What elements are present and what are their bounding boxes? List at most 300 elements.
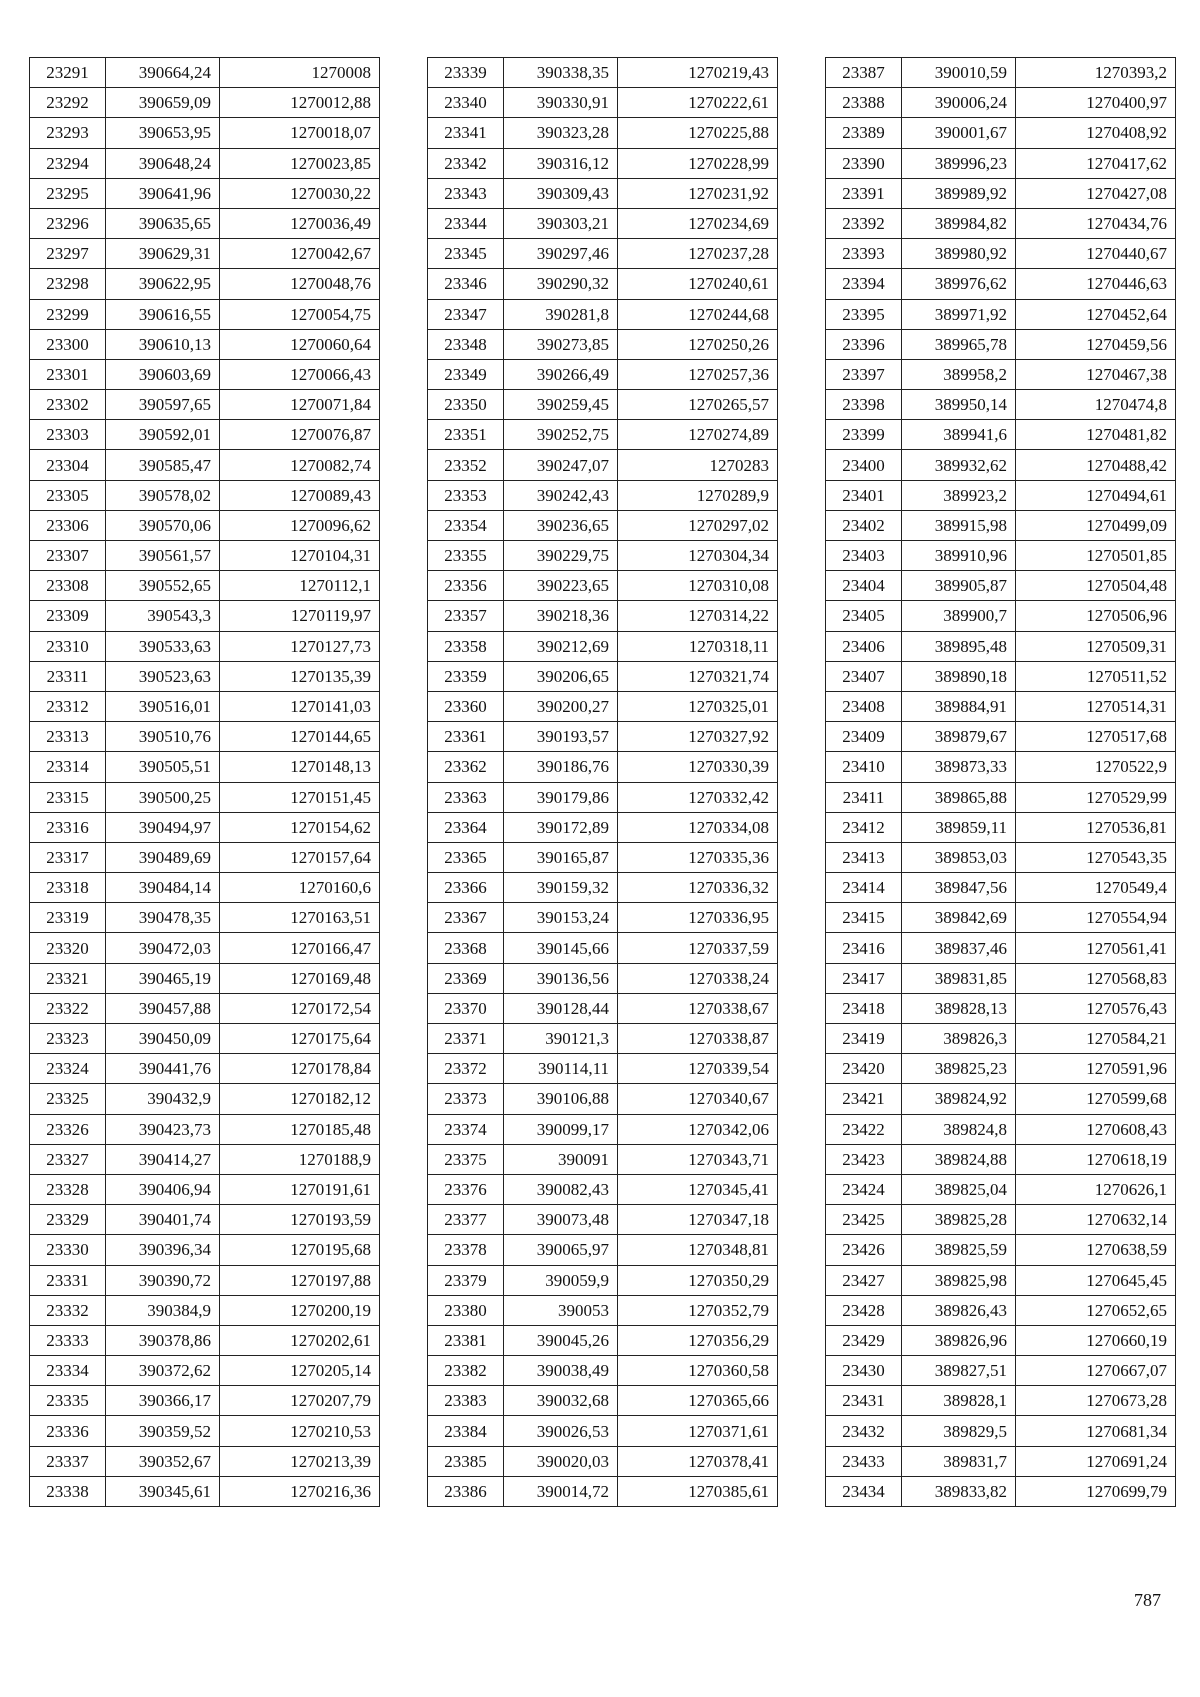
y-coordinate-cell: 1270667,07 bbox=[1016, 1356, 1176, 1386]
x-coordinate-cell: 390390,72 bbox=[106, 1265, 220, 1295]
y-coordinate-cell: 1270660,19 bbox=[1016, 1325, 1176, 1355]
table-row bbox=[30, 782, 380, 812]
point-id-cell: 23386 bbox=[428, 1476, 504, 1506]
table-row bbox=[826, 993, 1176, 1023]
x-coordinate-cell: 390218,36 bbox=[504, 601, 618, 631]
x-coordinate-cell: 390635,65 bbox=[106, 208, 220, 238]
x-coordinate-cell: 389824,92 bbox=[902, 1084, 1016, 1114]
y-coordinate-cell: 1270408,92 bbox=[1016, 118, 1176, 148]
table-row bbox=[30, 722, 380, 752]
x-coordinate-cell: 389825,59 bbox=[902, 1235, 1016, 1265]
point-id-cell: 23348 bbox=[428, 329, 504, 359]
y-coordinate-cell: 1270141,03 bbox=[220, 691, 380, 721]
x-coordinate-cell: 390338,35 bbox=[504, 58, 618, 88]
x-coordinate-cell: 390597,65 bbox=[106, 390, 220, 420]
x-coordinate-cell: 390441,76 bbox=[106, 1054, 220, 1084]
point-id-cell: 23292 bbox=[30, 88, 106, 118]
x-coordinate-cell: 389842,69 bbox=[902, 903, 1016, 933]
x-coordinate-cell: 390247,07 bbox=[504, 450, 618, 480]
point-id-cell: 23422 bbox=[826, 1114, 902, 1144]
point-id-cell: 23401 bbox=[826, 480, 902, 510]
y-coordinate-cell: 1270265,57 bbox=[618, 390, 778, 420]
point-id-cell: 23334 bbox=[30, 1356, 106, 1386]
table-row bbox=[30, 993, 380, 1023]
x-coordinate-cell: 390309,43 bbox=[504, 178, 618, 208]
x-coordinate-cell: 390352,67 bbox=[106, 1446, 220, 1476]
point-id-cell: 23411 bbox=[826, 782, 902, 812]
y-coordinate-cell: 1270584,21 bbox=[1016, 1024, 1176, 1054]
table-row bbox=[30, 1356, 380, 1386]
x-coordinate-cell: 389900,7 bbox=[902, 601, 1016, 631]
table-row bbox=[826, 208, 1176, 238]
y-coordinate-cell: 1270681,34 bbox=[1016, 1416, 1176, 1446]
point-id-cell: 23337 bbox=[30, 1446, 106, 1476]
point-id-cell: 23332 bbox=[30, 1295, 106, 1325]
table-row bbox=[30, 691, 380, 721]
table-row bbox=[826, 1084, 1176, 1114]
y-coordinate-cell: 1270082,74 bbox=[220, 450, 380, 480]
y-coordinate-cell: 1270244,68 bbox=[618, 299, 778, 329]
y-coordinate-cell: 1270207,79 bbox=[220, 1386, 380, 1416]
x-coordinate-cell: 389833,82 bbox=[902, 1476, 1016, 1506]
x-coordinate-cell: 390323,28 bbox=[504, 118, 618, 148]
y-coordinate-cell: 1270417,62 bbox=[1016, 148, 1176, 178]
y-coordinate-cell: 1270385,61 bbox=[618, 1476, 778, 1506]
y-coordinate-cell: 1270157,64 bbox=[220, 842, 380, 872]
y-coordinate-cell: 1270554,94 bbox=[1016, 903, 1176, 933]
y-coordinate-cell: 1270228,99 bbox=[618, 148, 778, 178]
point-id-cell: 23310 bbox=[30, 631, 106, 661]
x-coordinate-cell: 390236,65 bbox=[504, 510, 618, 540]
table-row bbox=[826, 933, 1176, 963]
y-coordinate-cell: 1270112,1 bbox=[220, 571, 380, 601]
point-id-cell: 23291 bbox=[30, 58, 106, 88]
table-row bbox=[826, 148, 1176, 178]
point-id-cell: 23387 bbox=[826, 58, 902, 88]
table-row bbox=[428, 118, 778, 148]
page-number: 787 bbox=[1134, 1590, 1161, 1610]
point-id-cell: 23323 bbox=[30, 1024, 106, 1054]
y-coordinate-cell: 1270378,41 bbox=[618, 1446, 778, 1476]
table-row bbox=[30, 601, 380, 631]
x-coordinate-cell: 390330,91 bbox=[504, 88, 618, 118]
y-coordinate-cell: 1270283 bbox=[618, 450, 778, 480]
table-row bbox=[826, 752, 1176, 782]
x-coordinate-cell: 390489,69 bbox=[106, 842, 220, 872]
x-coordinate-cell: 389824,8 bbox=[902, 1114, 1016, 1144]
table-row bbox=[826, 1386, 1176, 1416]
point-id-cell: 23365 bbox=[428, 842, 504, 872]
point-id-cell: 23322 bbox=[30, 993, 106, 1023]
x-coordinate-cell: 389853,03 bbox=[902, 842, 1016, 872]
y-coordinate-cell: 1270446,63 bbox=[1016, 269, 1176, 299]
y-coordinate-cell: 1270427,08 bbox=[1016, 178, 1176, 208]
point-id-cell: 23354 bbox=[428, 510, 504, 540]
point-id-cell: 23346 bbox=[428, 269, 504, 299]
point-id-cell: 23345 bbox=[428, 239, 504, 269]
y-coordinate-cell: 1270514,31 bbox=[1016, 691, 1176, 721]
y-coordinate-cell: 1270325,01 bbox=[618, 691, 778, 721]
y-coordinate-cell: 1270240,61 bbox=[618, 269, 778, 299]
point-id-cell: 23307 bbox=[30, 541, 106, 571]
x-coordinate-cell: 390114,11 bbox=[504, 1054, 618, 1084]
x-coordinate-cell: 390212,69 bbox=[504, 631, 618, 661]
x-coordinate-cell: 390423,73 bbox=[106, 1114, 220, 1144]
x-coordinate-cell: 389984,82 bbox=[902, 208, 1016, 238]
x-coordinate-cell: 390121,3 bbox=[504, 1024, 618, 1054]
table-row bbox=[826, 1325, 1176, 1355]
y-coordinate-cell: 1270440,67 bbox=[1016, 239, 1176, 269]
point-id-cell: 23299 bbox=[30, 299, 106, 329]
table-row bbox=[30, 752, 380, 782]
x-coordinate-cell: 389859,11 bbox=[902, 812, 1016, 842]
y-coordinate-cell: 1270135,39 bbox=[220, 661, 380, 691]
y-coordinate-cell: 1270336,95 bbox=[618, 903, 778, 933]
x-coordinate-cell: 390206,65 bbox=[504, 661, 618, 691]
table-row bbox=[428, 88, 778, 118]
point-id-cell: 23403 bbox=[826, 541, 902, 571]
table-row bbox=[30, 541, 380, 571]
x-coordinate-cell: 390484,14 bbox=[106, 873, 220, 903]
point-id-cell: 23395 bbox=[826, 299, 902, 329]
point-id-cell: 23407 bbox=[826, 661, 902, 691]
point-id-cell: 23364 bbox=[428, 812, 504, 842]
table-row bbox=[826, 631, 1176, 661]
x-coordinate-cell: 389895,48 bbox=[902, 631, 1016, 661]
point-id-cell: 23317 bbox=[30, 842, 106, 872]
y-coordinate-cell: 1270511,52 bbox=[1016, 661, 1176, 691]
x-coordinate-cell: 390266,49 bbox=[504, 359, 618, 389]
x-coordinate-cell: 389824,88 bbox=[902, 1144, 1016, 1174]
table-row bbox=[428, 782, 778, 812]
table-row bbox=[428, 933, 778, 963]
point-id-cell: 23296 bbox=[30, 208, 106, 238]
x-coordinate-cell: 390297,46 bbox=[504, 239, 618, 269]
x-coordinate-cell: 389825,04 bbox=[902, 1174, 1016, 1204]
x-coordinate-cell: 389825,23 bbox=[902, 1054, 1016, 1084]
y-coordinate-cell: 1270474,8 bbox=[1016, 390, 1176, 420]
point-id-cell: 23418 bbox=[826, 993, 902, 1023]
y-coordinate-cell: 1270561,41 bbox=[1016, 933, 1176, 963]
table-row bbox=[428, 420, 778, 450]
table-row bbox=[30, 299, 380, 329]
point-id-cell: 23409 bbox=[826, 722, 902, 752]
point-id-cell: 23358 bbox=[428, 631, 504, 661]
table-row bbox=[428, 541, 778, 571]
point-id-cell: 23363 bbox=[428, 782, 504, 812]
x-coordinate-cell: 390014,72 bbox=[504, 1476, 618, 1506]
y-coordinate-cell: 1270089,43 bbox=[220, 480, 380, 510]
y-coordinate-cell: 1270023,85 bbox=[220, 148, 380, 178]
point-id-cell: 23383 bbox=[428, 1386, 504, 1416]
point-id-cell: 23429 bbox=[826, 1325, 902, 1355]
x-coordinate-cell: 390316,12 bbox=[504, 148, 618, 178]
y-coordinate-cell: 1270340,67 bbox=[618, 1084, 778, 1114]
point-id-cell: 23295 bbox=[30, 178, 106, 208]
x-coordinate-cell: 390622,95 bbox=[106, 269, 220, 299]
y-coordinate-cell: 1270337,59 bbox=[618, 933, 778, 963]
x-coordinate-cell: 390396,34 bbox=[106, 1235, 220, 1265]
y-coordinate-cell: 1270185,48 bbox=[220, 1114, 380, 1144]
table-row bbox=[30, 1114, 380, 1144]
table-row bbox=[428, 601, 778, 631]
point-id-cell: 23309 bbox=[30, 601, 106, 631]
point-id-cell: 23394 bbox=[826, 269, 902, 299]
point-id-cell: 23324 bbox=[30, 1054, 106, 1084]
y-coordinate-cell: 1270509,31 bbox=[1016, 631, 1176, 661]
point-id-cell: 23382 bbox=[428, 1356, 504, 1386]
y-coordinate-cell: 1270237,28 bbox=[618, 239, 778, 269]
x-coordinate-cell: 390359,52 bbox=[106, 1416, 220, 1446]
y-coordinate-cell: 1270568,83 bbox=[1016, 963, 1176, 993]
table-row bbox=[30, 812, 380, 842]
y-coordinate-cell: 1270274,89 bbox=[618, 420, 778, 450]
x-coordinate-cell: 389958,2 bbox=[902, 359, 1016, 389]
y-coordinate-cell: 1270321,74 bbox=[618, 661, 778, 691]
table-row bbox=[826, 812, 1176, 842]
point-id-cell: 23367 bbox=[428, 903, 504, 933]
y-coordinate-cell: 1270599,68 bbox=[1016, 1084, 1176, 1114]
y-coordinate-cell: 1270210,53 bbox=[220, 1416, 380, 1446]
point-id-cell: 23347 bbox=[428, 299, 504, 329]
table-row bbox=[826, 58, 1176, 88]
table-row bbox=[30, 390, 380, 420]
point-id-cell: 23368 bbox=[428, 933, 504, 963]
y-coordinate-cell: 1270060,64 bbox=[220, 329, 380, 359]
y-coordinate-cell: 1270225,88 bbox=[618, 118, 778, 148]
y-coordinate-cell: 1270250,26 bbox=[618, 329, 778, 359]
point-id-cell: 23408 bbox=[826, 691, 902, 721]
x-coordinate-cell: 390414,27 bbox=[106, 1144, 220, 1174]
table-row bbox=[30, 842, 380, 872]
y-coordinate-cell: 1270371,61 bbox=[618, 1416, 778, 1446]
point-id-cell: 23428 bbox=[826, 1295, 902, 1325]
y-coordinate-cell: 1270042,67 bbox=[220, 239, 380, 269]
table-row bbox=[428, 510, 778, 540]
table-row bbox=[30, 148, 380, 178]
x-coordinate-cell: 390290,32 bbox=[504, 269, 618, 299]
point-id-cell: 23338 bbox=[30, 1476, 106, 1506]
point-id-cell: 23391 bbox=[826, 178, 902, 208]
point-id-cell: 23327 bbox=[30, 1144, 106, 1174]
table-row bbox=[30, 359, 380, 389]
x-coordinate-cell: 390186,76 bbox=[504, 752, 618, 782]
x-coordinate-cell: 390200,27 bbox=[504, 691, 618, 721]
y-coordinate-cell: 1270234,69 bbox=[618, 208, 778, 238]
y-coordinate-cell: 1270632,14 bbox=[1016, 1205, 1176, 1235]
y-coordinate-cell: 1270360,58 bbox=[618, 1356, 778, 1386]
x-coordinate-cell: 389923,2 bbox=[902, 480, 1016, 510]
x-coordinate-cell: 390401,74 bbox=[106, 1205, 220, 1235]
y-coordinate-cell: 1270517,68 bbox=[1016, 722, 1176, 752]
table-row bbox=[428, 208, 778, 238]
y-coordinate-cell: 1270166,47 bbox=[220, 933, 380, 963]
x-coordinate-cell: 390372,62 bbox=[106, 1356, 220, 1386]
point-id-cell: 23375 bbox=[428, 1144, 504, 1174]
y-coordinate-cell: 1270350,29 bbox=[618, 1265, 778, 1295]
x-coordinate-cell: 390561,57 bbox=[106, 541, 220, 571]
table-row bbox=[30, 480, 380, 510]
point-id-cell: 23393 bbox=[826, 239, 902, 269]
x-coordinate-cell: 390193,57 bbox=[504, 722, 618, 752]
x-coordinate-cell: 389847,56 bbox=[902, 873, 1016, 903]
table-row bbox=[428, 873, 778, 903]
point-id-cell: 23404 bbox=[826, 571, 902, 601]
point-id-cell: 23359 bbox=[428, 661, 504, 691]
x-coordinate-cell: 390001,67 bbox=[902, 118, 1016, 148]
point-id-cell: 23315 bbox=[30, 782, 106, 812]
y-coordinate-cell: 1270393,2 bbox=[1016, 58, 1176, 88]
x-coordinate-cell: 390038,49 bbox=[504, 1356, 618, 1386]
table-row bbox=[826, 420, 1176, 450]
table-row bbox=[428, 903, 778, 933]
coordinate-table-3 bbox=[825, 57, 1176, 1507]
x-coordinate-cell: 390510,76 bbox=[106, 722, 220, 752]
table-row bbox=[826, 1024, 1176, 1054]
point-id-cell: 23416 bbox=[826, 933, 902, 963]
table-row bbox=[30, 178, 380, 208]
x-coordinate-cell: 390153,24 bbox=[504, 903, 618, 933]
y-coordinate-cell: 1270494,61 bbox=[1016, 480, 1176, 510]
point-id-cell: 23362 bbox=[428, 752, 504, 782]
x-coordinate-cell: 389826,96 bbox=[902, 1325, 1016, 1355]
y-coordinate-cell: 1270504,48 bbox=[1016, 571, 1176, 601]
y-coordinate-cell: 1270576,43 bbox=[1016, 993, 1176, 1023]
y-coordinate-cell: 1270054,75 bbox=[220, 299, 380, 329]
x-coordinate-cell: 390281,8 bbox=[504, 299, 618, 329]
table-row bbox=[428, 359, 778, 389]
table-row bbox=[30, 571, 380, 601]
table-row bbox=[30, 208, 380, 238]
table-row bbox=[428, 963, 778, 993]
x-coordinate-cell: 389905,87 bbox=[902, 571, 1016, 601]
table-row bbox=[30, 420, 380, 450]
x-coordinate-cell: 390273,85 bbox=[504, 329, 618, 359]
y-coordinate-cell: 1270195,68 bbox=[220, 1235, 380, 1265]
table-row bbox=[428, 722, 778, 752]
x-coordinate-cell: 389932,62 bbox=[902, 450, 1016, 480]
y-coordinate-cell: 1270030,22 bbox=[220, 178, 380, 208]
table-row bbox=[826, 390, 1176, 420]
point-id-cell: 23419 bbox=[826, 1024, 902, 1054]
table-row bbox=[30, 329, 380, 359]
y-coordinate-cell: 1270549,4 bbox=[1016, 873, 1176, 903]
x-coordinate-cell: 390172,89 bbox=[504, 812, 618, 842]
point-id-cell: 23294 bbox=[30, 148, 106, 178]
point-id-cell: 23330 bbox=[30, 1235, 106, 1265]
x-coordinate-cell: 390223,65 bbox=[504, 571, 618, 601]
point-id-cell: 23421 bbox=[826, 1084, 902, 1114]
table-row bbox=[428, 1446, 778, 1476]
table-row bbox=[30, 1416, 380, 1446]
y-coordinate-cell: 1270342,06 bbox=[618, 1114, 778, 1144]
y-coordinate-cell: 1270219,43 bbox=[618, 58, 778, 88]
x-coordinate-cell: 390082,43 bbox=[504, 1174, 618, 1204]
y-coordinate-cell: 1270222,61 bbox=[618, 88, 778, 118]
point-id-cell: 23320 bbox=[30, 933, 106, 963]
table-row bbox=[826, 541, 1176, 571]
x-coordinate-cell: 389996,23 bbox=[902, 148, 1016, 178]
point-id-cell: 23432 bbox=[826, 1416, 902, 1446]
table-row bbox=[826, 1144, 1176, 1174]
x-coordinate-cell: 390378,86 bbox=[106, 1325, 220, 1355]
y-coordinate-cell: 1270536,81 bbox=[1016, 812, 1176, 842]
point-id-cell: 23308 bbox=[30, 571, 106, 601]
y-coordinate-cell: 1270154,62 bbox=[220, 812, 380, 842]
y-coordinate-cell: 1270618,19 bbox=[1016, 1144, 1176, 1174]
point-id-cell: 23343 bbox=[428, 178, 504, 208]
table-row bbox=[30, 963, 380, 993]
y-coordinate-cell: 1270348,81 bbox=[618, 1235, 778, 1265]
table-row bbox=[428, 178, 778, 208]
y-coordinate-cell: 1270175,64 bbox=[220, 1024, 380, 1054]
point-id-cell: 23420 bbox=[826, 1054, 902, 1084]
x-coordinate-cell: 390603,69 bbox=[106, 359, 220, 389]
x-coordinate-cell: 390136,56 bbox=[504, 963, 618, 993]
x-coordinate-cell: 390533,63 bbox=[106, 631, 220, 661]
table-row bbox=[428, 1174, 778, 1204]
table-row bbox=[826, 601, 1176, 631]
point-id-cell: 23402 bbox=[826, 510, 902, 540]
point-id-cell: 23319 bbox=[30, 903, 106, 933]
y-coordinate-cell: 1270335,36 bbox=[618, 842, 778, 872]
x-coordinate-cell: 390472,03 bbox=[106, 933, 220, 963]
y-coordinate-cell: 1270330,39 bbox=[618, 752, 778, 782]
point-id-cell: 23371 bbox=[428, 1024, 504, 1054]
x-coordinate-cell: 390478,35 bbox=[106, 903, 220, 933]
x-coordinate-cell: 389890,18 bbox=[902, 661, 1016, 691]
table-row bbox=[826, 1174, 1176, 1204]
y-coordinate-cell: 1270506,96 bbox=[1016, 601, 1176, 631]
x-coordinate-cell: 390032,68 bbox=[504, 1386, 618, 1416]
table-row bbox=[428, 1144, 778, 1174]
y-coordinate-cell: 1270066,43 bbox=[220, 359, 380, 389]
table-row bbox=[826, 661, 1176, 691]
y-coordinate-cell: 1270638,59 bbox=[1016, 1235, 1176, 1265]
point-id-cell: 23336 bbox=[30, 1416, 106, 1446]
x-coordinate-cell: 390659,09 bbox=[106, 88, 220, 118]
table-row bbox=[826, 722, 1176, 752]
table-row bbox=[428, 1265, 778, 1295]
y-coordinate-cell: 1270318,11 bbox=[618, 631, 778, 661]
y-coordinate-cell: 1270501,85 bbox=[1016, 541, 1176, 571]
point-id-cell: 23425 bbox=[826, 1205, 902, 1235]
y-coordinate-cell: 1270434,76 bbox=[1016, 208, 1176, 238]
point-id-cell: 23380 bbox=[428, 1295, 504, 1325]
point-id-cell: 23430 bbox=[826, 1356, 902, 1386]
point-id-cell: 23316 bbox=[30, 812, 106, 842]
y-coordinate-cell: 1270071,84 bbox=[220, 390, 380, 420]
table-row bbox=[428, 1024, 778, 1054]
point-id-cell: 23293 bbox=[30, 118, 106, 148]
point-id-cell: 23329 bbox=[30, 1205, 106, 1235]
point-id-cell: 23328 bbox=[30, 1174, 106, 1204]
table-row bbox=[30, 1084, 380, 1114]
table-row bbox=[826, 359, 1176, 389]
x-coordinate-cell: 390020,03 bbox=[504, 1446, 618, 1476]
y-coordinate-cell: 1270499,09 bbox=[1016, 510, 1176, 540]
y-coordinate-cell: 1270119,97 bbox=[220, 601, 380, 631]
table-row bbox=[30, 873, 380, 903]
x-coordinate-cell: 390165,87 bbox=[504, 842, 618, 872]
table-row bbox=[30, 1446, 380, 1476]
point-id-cell: 23399 bbox=[826, 420, 902, 450]
x-coordinate-cell: 389827,51 bbox=[902, 1356, 1016, 1386]
x-coordinate-cell: 390303,21 bbox=[504, 208, 618, 238]
y-coordinate-cell: 1270338,24 bbox=[618, 963, 778, 993]
table-row bbox=[826, 450, 1176, 480]
x-coordinate-cell: 390406,94 bbox=[106, 1174, 220, 1204]
